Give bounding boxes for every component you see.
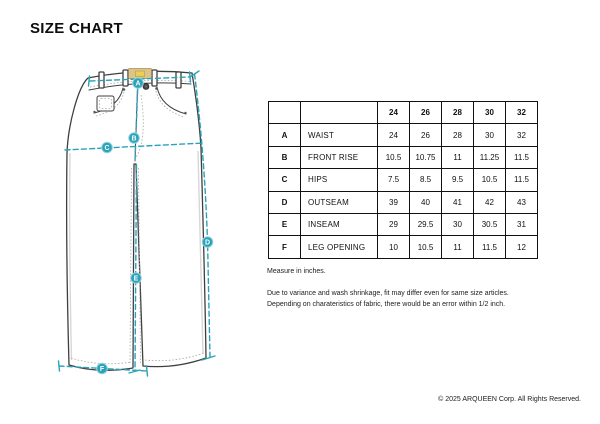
value-cell: 31 [506,213,538,235]
value-cell: 10.5 [410,236,442,258]
size-header-28: 28 [442,102,474,124]
row-label: LEG OPENING [301,236,378,258]
row-label: WAIST [301,124,378,146]
value-cell: 12 [506,236,538,258]
value-cell: 28 [442,124,474,146]
value-cell: 10 [378,236,410,258]
size-table-wrap [268,101,538,259]
svg-text:B: B [131,135,137,143]
table-row-hips [269,169,538,191]
value-cell: 8.5 [410,169,442,191]
value-cell: 32 [506,124,538,146]
value-cell: 43 [506,191,538,213]
corner-cell [301,102,378,124]
corner-cell [269,102,301,124]
measure-marker-b [129,133,140,144]
row-key: E [269,213,301,235]
row-label: HIPS [301,169,378,191]
size-header-24: 24 [378,102,410,124]
page-title: SIZE CHART [30,20,123,37]
measure-marker-d [202,237,213,248]
svg-text:E: E [133,275,139,283]
value-cell: 7.5 [378,169,410,191]
value-cell: 11.5 [506,169,538,191]
row-label: OUTSEAM [301,191,378,213]
value-cell: 40 [410,191,442,213]
table-row-front-rise [269,146,538,168]
measure-marker-f [97,363,108,374]
value-cell: 11.5 [506,146,538,168]
value-cell: 10.5 [474,169,506,191]
value-cell: 29.5 [410,213,442,235]
size-table-body [269,102,538,259]
copyright-text: © 2025 ARQUEEN Corp. All Rights Reserved. [438,396,581,403]
size-table-header-row [269,102,538,124]
value-cell: 30 [474,124,506,146]
pants-diagram [40,53,230,398]
value-cell: 41 [442,191,474,213]
value-cell: 26 [410,124,442,146]
value-cell: 9.5 [442,169,474,191]
table-row-inseam [269,213,538,235]
table-row-waist [269,124,538,146]
note-disclaimer-line1: Due to variance and wash shrinkage, fit may differ even for same size articles. [267,290,509,297]
row-key: A [269,124,301,146]
row-key: C [269,169,301,191]
size-header-26: 26 [410,102,442,124]
value-cell: 11 [442,236,474,258]
svg-text:A: A [135,80,141,88]
row-label: FRONT RISE [301,146,378,168]
note-disclaimer [267,288,509,310]
note-measure-unit: Measure in inches. [267,268,326,275]
row-key: B [269,146,301,168]
measure-marker-c [102,142,113,153]
svg-text:C: C [104,145,110,153]
value-cell: 24 [378,124,410,146]
value-cell: 10.75 [410,146,442,168]
table-row-outseam [269,191,538,213]
value-cell: 11.5 [474,236,506,258]
row-label: INSEAM [301,213,378,235]
value-cell: 10.5 [378,146,410,168]
value-cell: 30.5 [474,213,506,235]
size-table [268,101,538,259]
note-disclaimer-line2: Depending on charateristics of fabric, there would be an error within 1/2 inch. [267,301,506,308]
measure-marker-a [133,78,144,89]
measure-marker-e [131,273,142,284]
value-cell: 42 [474,191,506,213]
value-cell: 39 [378,191,410,213]
value-cell: 29 [378,213,410,235]
inseam-measure-line [135,165,137,371]
size-header-30: 30 [474,102,506,124]
value-cell: 30 [442,213,474,235]
svg-text:D: D [204,239,211,247]
svg-text:F: F [99,366,105,374]
size-header-32: 32 [506,102,538,124]
row-key: D [269,191,301,213]
value-cell: 11.25 [474,146,506,168]
table-row-leg-opening [269,236,538,258]
value-cell: 11 [442,146,474,168]
row-key: F [269,236,301,258]
